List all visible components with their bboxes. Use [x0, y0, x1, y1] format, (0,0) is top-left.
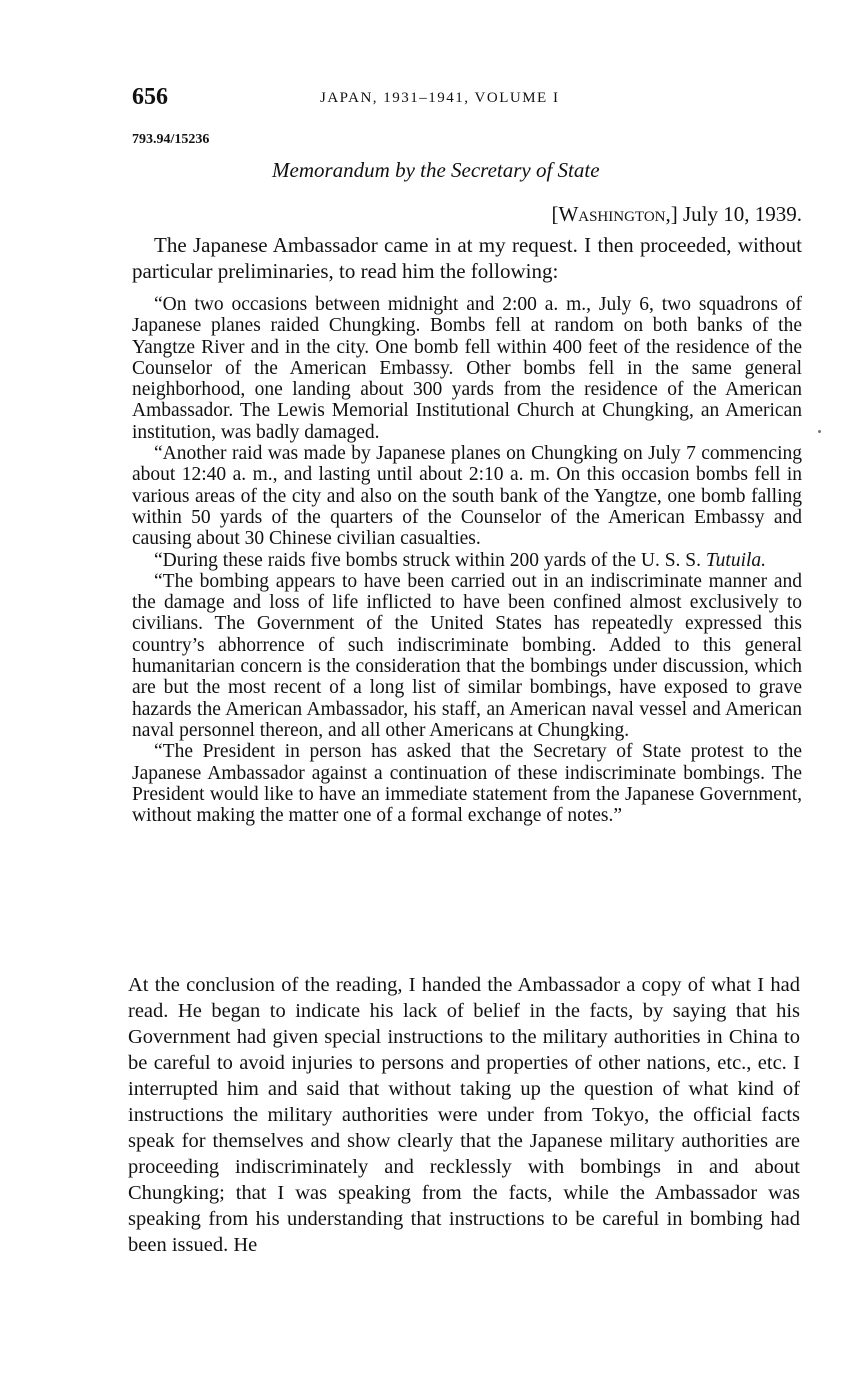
dateline-date: July 10, 1939. [682, 202, 802, 226]
document-title: Memorandum by the Secretary of State [272, 158, 600, 182]
page-number: 656 [132, 84, 168, 110]
body-paragraph [128, 972, 800, 1258]
dateline-close-bracket: ,] [665, 202, 683, 226]
running-title: JAPAN, 1931–1941, VOLUME I [320, 90, 560, 106]
ship-name: Tutuila. [705, 549, 767, 571]
quoted-statement [132, 294, 802, 826]
quote-paragraph-4: “The bombing appears to have been carried out in an indiscriminate manner and the damage and loss of life inflicted to have been confined almost exclusively to civilians. The Government of the United States has repeatedly expressed this country’s abhorrence of such indiscriminate bombing. Added to this general humanitarian concern is the consideration that the bombings under discussion, which are but the most recent of a long list of similar bombings, have exposed to grave hazards the American Ambassador, his staff, an American naval vessel and American naval personnel thereon, and all other Americans at Chungking. [132, 570, 802, 741]
quote-paragraph-5: “The President in person has asked that the Secretary of State protest to the Japanese Ambassador against a continuation of these indiscriminate bombings. The President would like to have an immediate statement from the Japanese Government, without making the matter one of a formal exchange of notes.” [132, 741, 802, 827]
page-header [132, 84, 802, 116]
quote-paragraph-2: “Another raid was made by Japanese planes on Chungking on July 7 commencing about 12:40 a. m., and lasting until about 2:10 a. m. On this occasion bombs fell in various areas of the city and also on the south bank of the Yangtze, one bomb falling within 50 yards of the quarters of the Counselor of the American Embassy and causing about 30 Chinese civilian casualties. [132, 443, 802, 550]
dateline [551, 202, 802, 227]
intro-paragraph [132, 232, 802, 284]
margin-mark [818, 430, 821, 433]
quote-paragraph-3 [132, 550, 802, 571]
dateline-place: Washington [558, 202, 666, 226]
intro-text: The Japanese Ambassador came in at my request. I then proceeded, without particular preliminaries, to read him the following: [132, 233, 802, 283]
body-text: At the conclusion of the reading, I handed the Ambassador a copy of what I had read. He began to indicate his lack of belief in the facts, by saying that his Government had given special instructions to the military authorities in China to be careful to avoid injuries to persons and properties of other nations, etc., etc. I interrupted him and said that without taking up the question of what kind of instructions the military authorities were under from Tokyo, the official facts speak for themselves and show clearly that the Japanese military authorities are proceeding indiscriminately and recklessly with bombings in and about Chungking; that I was speaking from the facts, while the Ambassador was speaking from his understanding that instructions to be careful in bombing had been issued. He [128, 974, 800, 1256]
dateline-open-bracket: [ [551, 202, 559, 226]
quote-paragraph-1: “On two occasions between midnight and 2:00 a. m., July 6, two squadrons of Japanese planes raided Chungking. Bombs fell at random on both banks of the Yangtze River and in the city. One bomb fell within 400 feet of the residence of the Counselor of the American Embassy. Other bombs fell in the same general neighborhood, one landing about 300 yards from the residence of the American Ambassador. The Lewis Memorial Institutional Church at Chungking, an American institution, was badly damaged. [132, 294, 802, 443]
quote-paragraph-3-text: “During these raids five bombs struck within 200 yards of the U. S. S. [154, 549, 706, 571]
file-number: 793.94/15236 [132, 132, 210, 147]
